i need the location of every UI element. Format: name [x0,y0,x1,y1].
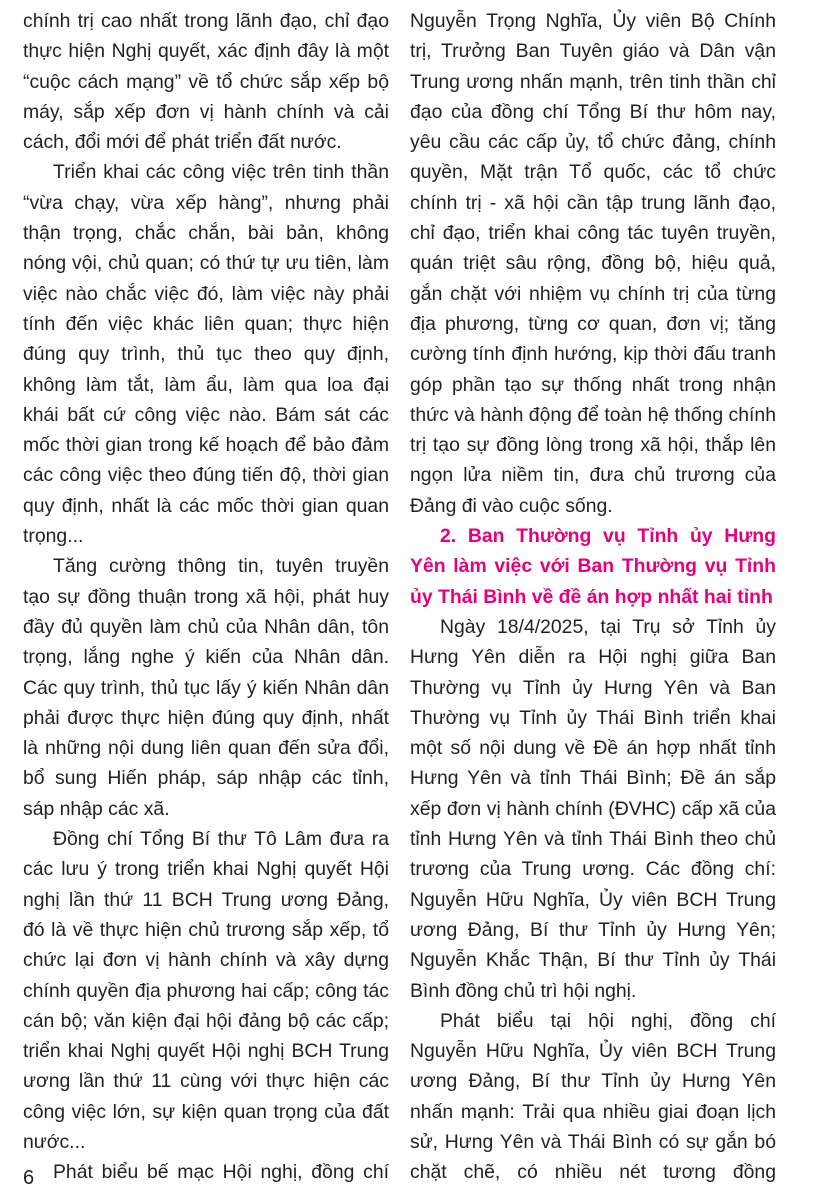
section-heading: 2. Ban Thường vụ Tỉnh ủy Hưng Yên làm việc với Ban Thường vụ Tỉnh ủy Thái Bình về đề án hợp nhất hai tỉnh [410,525,776,608]
paragraph: Tăng cường thông tin, tuyên truyền tạo sự đồng thuận trong xã hội, phát huy đầy đủ quyền làm chủ của Nhân dân, tôn trọng, lắng nghe ý kiến của Nhân dân. Các quy trình, thủ tục lấy ý kiến Nhân dân phải được thực hiện đúng quy định, nhất là những nội dung liên quan đến sửa đổi, bổ sung Hiến pháp, sáp nhập các tỉnh, sáp nhập các xã. [23,555,389,820]
paragraph: Ngày 18/4/2025, tại Trụ sở Tỉnh ủy Hưng Yên diễn ra Hội nghị giữa Ban Thường vụ Tỉnh ủy Hưng Yên và Ban Thường vụ Tỉnh ủy Thái Bình triển khai một số nội dung về Đề án hợp nhất tỉnh Hưng Yên và tỉnh Thái Bình; Đề án sắp xếp đơn vị hành chính (ĐVHC) cấp xã của tỉnh Hưng Yên và tỉnh Thái Bình theo chủ trương của Trung ương. Các đồng chí: Nguyễn Hữu Nghĩa, Ủy viên BCH Trung ương Đảng, Bí thư Tỉnh ủy Hưng Yên; Nguyễn Khắc Thận, Bí thư Tỉnh ủy Thái Bình đồng chủ trì hội nghị. [410,615,776,1002]
paragraph: Đồng chí Tổng Bí thư Tô Lâm đưa ra các lưu ý trong triển khai Nghị quyết Hội nghị lần thứ 11 BCH Trung ương Đảng, đó là về thực hiện chủ trương sắp xếp, tổ chức lại đơn vị hành chính và xây dựng chính quyền địa phương hai cấp; công tác cán bộ; văn kiện đại hội đảng bộ các cấp; triển khai Nghị quyết Hội nghị BCH Trung ương lần thứ 11 cùng với thực hiện các công việc lớn, sự kiện quan trọng của đất nước... [23,828,389,1153]
left-column [23,6,389,1188]
paragraph-continued: Nguyễn Trọng Nghĩa, Ủy viên Bộ Chính trị, Trưởng Ban Tuyên giáo và Dân vận Trung ương nhấn mạnh, trên tinh thần chỉ đạo của đồng chí Tổng Bí thư hôm nay, yêu cầu các cấp ủy, tổ chức đảng, chính quyền, Mặt trận Tổ quốc, các tổ chức chính trị - xã hội cần tập trung lãnh đạo, chỉ đạo, triển khai công tác tuyên truyền, quán triệt sâu rộng, đồng bộ, hiệu quả, gắn chặt với nhiệm vụ chính trị của từng địa phương, từng cơ quan, đơn vị; tăng cường tính định hướng, kịp thời đấu tranh góp phần tạo sự thống nhất trong nhận thức và hành động để toàn hệ thống chính trị tạo sự đồng lòng trong xã hội, thắp lên ngọn lửa niềm tin, đưa chủ trương của Đảng đi vào cuộc sống. [410,10,776,517]
right-column [410,6,776,1188]
paragraph: Triển khai các công việc trên tinh thần “vừa chạy, vừa xếp hàng”, nhưng phải thận trọng, chắc chắn, bài bản, không nóng vội, chủ quan; có thứ tự ưu tiên, làm việc nào chắc việc đó, làm việc này phải tính đến việc khác liên quan; thực hiện đúng quy trình, thủ tục theo quy định, không làm tắt, làm ẩu, làm qua loa đại khái bất cứ công việc nào. Bám sát các mốc thời gian trong kế hoạch để bảo đảm các công việc theo đúng tiến độ, thời gian quy định, nhất là các mốc thời gian quan trọng... [23,161,389,548]
page-number: 6 [23,1167,35,1189]
paragraph-continued: chính trị cao nhất trong lãnh đạo, chỉ đạo thực hiện Nghị quyết, xác định đây là một “cuộc cách mạng” về tổ chức sắp xếp bộ máy, sắp xếp đơn vị hành chính và cải cách, đổi mới để phát triển đất nước. [23,10,389,154]
paragraph-cut: Phát biểu bế mạc Hội nghị, đồng chí [53,1161,389,1184]
paragraph-cut: Phát biểu tại hội nghị, đồng chí Nguyễn Hữu Nghĩa, Ủy viên BCH Trung ương Đảng, Bí thư Tỉnh ủy Hưng Yên nhấn mạnh: Trải qua nhiều giai đoạn lịch sử, Hưng Yên và Thái Bình có sự gắn bó chặt chẽ, có nhiều nét tương đồng [410,1009,776,1184]
